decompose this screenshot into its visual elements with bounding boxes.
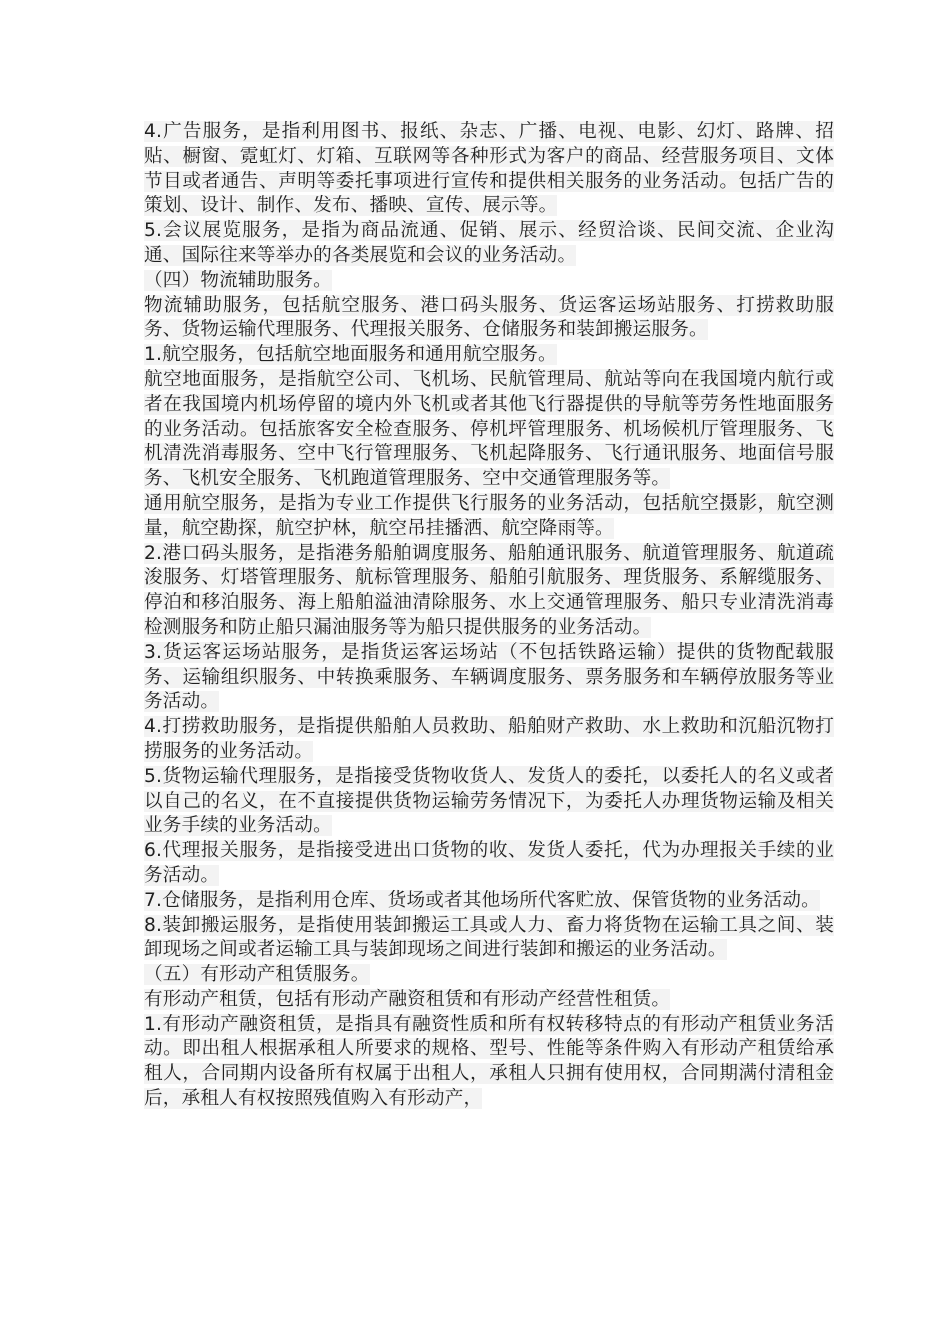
paragraph-text: 航空地面服务，是指航空公司、飞机场、民航管理局、航站等向在我国境内航行或者在我国境内机场停留的境内外飞机或者其他飞行器提供的导航等劳务性地面服务的业务活动。包括旅客安全检查服务、停机坪管理服务、机场候机厅管理服务、飞机清洗消毒服务、空中飞行管理服务、飞机起降服务、飞行通讯服务、地面信号服务、飞机安全服务、飞机跑道管理服务、空中交通管理服务等。 xyxy=(144,368,834,490)
paragraph xyxy=(144,914,834,964)
paragraph xyxy=(144,1013,834,1112)
document-body xyxy=(144,120,834,1112)
paragraph xyxy=(144,120,834,219)
paragraph xyxy=(144,839,834,889)
paragraph xyxy=(144,715,834,765)
paragraph-text: 4.广告服务，是指利用图书、报纸、杂志、广播、电视、电影、幻灯、路牌、招贴、橱窗、霓虹灯、灯箱、互联网等各种形式为客户的商品、经营服务项目、文体节目或者通告、声明等委托事项进行宣传和提供相关服务的业务活动。包括广告的策划、设计、制作、发布、播映、宣传、展示等。 xyxy=(144,121,834,217)
paragraph xyxy=(144,492,834,542)
paragraph-text: 6.代理报关服务，是指接受进出口货物的收、发货人委托，代为办理报关手续的业务活动。 xyxy=(144,840,834,886)
paragraph-text: 物流辅助服务，包括航空服务、港口码头服务、货运客运场站服务、打捞救助服务、货物运输代理服务、代理报关服务、仓储服务和装卸搬运服务。 xyxy=(144,294,834,341)
paragraph-text: 通用航空服务，是指为专业工作提供飞行服务的业务活动，包括航空摄影，航空测量，航空勘探，航空护林，航空吊挂播洒、航空降雨等。 xyxy=(144,492,834,539)
section-heading xyxy=(144,269,834,294)
paragraph-text: （四）物流辅助服务。 xyxy=(144,269,332,291)
paragraph xyxy=(144,765,834,839)
paragraph xyxy=(144,219,834,269)
paragraph-text: 1.有形动产融资租赁，是指具有融资性质和所有权转移特点的有形动产租赁业务活动。即出租人根据承租人所要求的规格、型号、性能等条件购入有形动产租赁给承租人，合同期内设备所有权属于出租人，承租人只拥有使用权，合同期满付清租金后，承租人有权按照残值购入有形动产， xyxy=(144,1013,834,1110)
paragraph-text: 7.仓储服务，是指利用仓库、货场或者其他场所代客贮放、保管货物的业务活动。 xyxy=(144,889,820,911)
paragraph-text: 5.货物运输代理服务，是指接受货物收货人、发货人的委托，以委托人的名义或者以自己的名义，在不直接提供货物运输劳务情况下，为委托人办理货物运输及相关业务手续的业务活动。 xyxy=(144,765,834,837)
paragraph-text: 4.打捞救助服务，是指提供船舶人员救助、船舶财产救助、水上救助和沉船沉物打捞服务的业务活动。 xyxy=(144,716,834,762)
paragraph xyxy=(144,542,834,641)
paragraph xyxy=(144,988,834,1013)
paragraph xyxy=(144,343,834,368)
paragraph-text: 有形动产租赁，包括有形动产融资租赁和有形动产经营性租赁。 xyxy=(144,988,671,1010)
paragraph-text: （五）有形动产租赁服务。 xyxy=(144,964,370,986)
paragraph-text: 1.航空服务，包括航空地面服务和通用航空服务。 xyxy=(144,344,557,366)
paragraph xyxy=(144,294,834,344)
paragraph xyxy=(144,368,834,492)
paragraph xyxy=(144,889,834,914)
paragraph-text: 8.装卸搬运服务，是指使用装卸搬运工具或人力、畜力将货物在运输工具之间、装卸现场之间或者运输工具与装卸现场之间进行装卸和搬运的业务活动。 xyxy=(144,914,834,961)
paragraph-text: 5.会议展览服务，是指为商品流通、促销、展示、经贸洽谈、民间交流、企业沟通、国际往来等举办的各类展览和会议的业务活动。 xyxy=(144,220,834,266)
section-heading xyxy=(144,963,834,988)
paragraph xyxy=(144,641,834,715)
paragraph-text: 3.货运客运场站服务，是指货运客运场站（不包括铁路运输）提供的货物配载服务、运输组织服务、中转换乘服务、车辆调度服务、票务服务和车辆停放服务等业务活动。 xyxy=(144,641,834,713)
paragraph-text: 2.港口码头服务，是指港务船舶调度服务、船舶通讯服务、航道管理服务、航道疏浚服务、灯塔管理服务、航标管理服务、船舶引航服务、理货服务、系解缆服务、停泊和移泊服务、海上船舶溢油清除服务、水上交通管理服务、船只专业清洗消毒检测服务和防止船只漏油服务等为船只提供服务的业务活动。 xyxy=(144,542,834,638)
